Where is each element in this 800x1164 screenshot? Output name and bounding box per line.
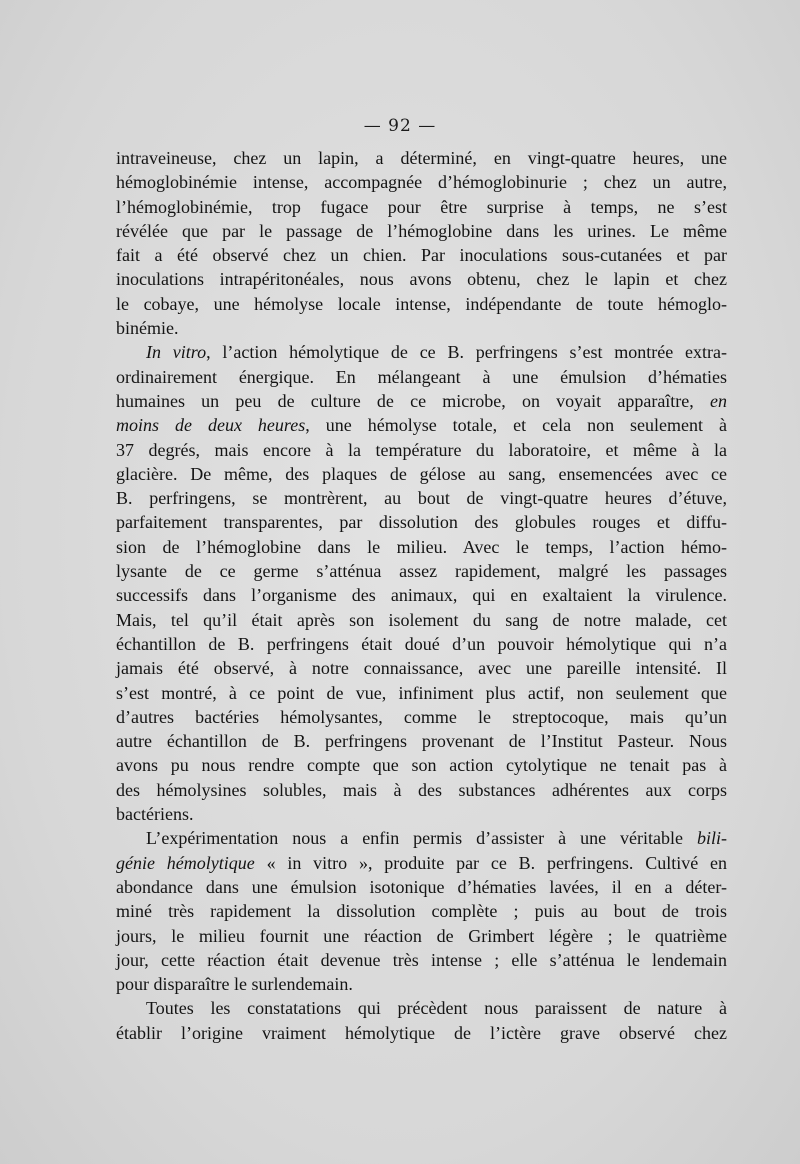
text-line <box>116 1021 727 1045</box>
italic-text: In vitro <box>146 342 207 363</box>
text-line <box>116 753 727 777</box>
body-text <box>116 146 727 1045</box>
text-span: échantillon de B. perfringens était doué d’un pouvoir hémolytique qui n’a <box>116 633 727 654</box>
text-line <box>116 778 727 802</box>
text-span: L’expérimentation nous a enfin permis d’assister à une véritable <box>146 828 697 849</box>
text-span: abondance dans une émulsion isotonique d’hématies lavées, il en a déter- <box>116 876 727 897</box>
text-span: jamais été observé, à notre connaissance, avec une pareille intensité. Il <box>116 658 727 679</box>
text-line <box>116 875 727 899</box>
text-span: lysante de ce germe s’atténua assez rapidement, malgré les passages <box>116 561 727 582</box>
text-span: le cobaye, une hémolyse locale intense, indépendante de toute hémoglo- <box>116 293 727 314</box>
text-span: 37 degrés, mais encore à la température du laboratoire, et même à la <box>116 439 727 460</box>
italic-text: génie hémolytique <box>116 852 255 873</box>
text-span: Mais, tel qu’il était après son isolement du sang de notre malade, cet <box>116 609 727 630</box>
text-line <box>116 243 727 267</box>
text-line <box>116 389 727 413</box>
text-line <box>116 899 727 923</box>
text-span: l’hémoglobinémie, trop fugace pour être surprise à temps, ne s’est <box>116 196 727 217</box>
text-line <box>116 632 727 656</box>
text-span: intraveineuse, chez un lapin, a déterminé, en vingt-quatre heures, une <box>116 148 727 168</box>
text-span: s’est montré, à ce point de vue, infiniment plus actif, non seulement que <box>116 682 727 703</box>
text-line <box>116 365 727 389</box>
text-span: , une hémolyse totale, et cela non seulement à <box>305 415 727 436</box>
text-line <box>116 267 727 291</box>
text-span: établir l’origine vraiment hémolytique de l’ictère grave observé chez <box>116 1022 727 1043</box>
text-span: hémoglobinémie intense, accompagnée d’hémoglobinurie ; chez un autre, <box>116 172 727 193</box>
text-span: jour, cette réaction était devenue très intense ; elle s’atténua le lendemain <box>116 949 727 970</box>
text-line <box>116 705 727 729</box>
text-line <box>116 583 727 607</box>
text-span: successifs dans l’organisme des animaux, qui en exaltaient la virulence. <box>116 585 727 606</box>
page-number: — 92 — <box>363 116 437 136</box>
text-span: humaines un peu de culture de ce microbe, on voyait apparaître, <box>116 390 710 411</box>
text-line <box>116 924 727 948</box>
text-line <box>116 681 727 705</box>
text-span: autre échantillon de B. perfringens provenant de l’Institut Pasteur. Nous <box>116 731 727 752</box>
text-span: avons pu nous rendre compte que son action cytolytique ne tenait pas à <box>116 755 727 776</box>
text-line <box>116 170 727 194</box>
text-span: « in vitro », produite par ce B. perfringens. Cultivé en <box>254 852 728 873</box>
text-line <box>116 826 727 850</box>
text-line <box>116 510 727 534</box>
italic-text: moins de deux heures <box>116 415 306 436</box>
italic-text: en <box>710 390 727 411</box>
text-span: B. perfringens, se montrèrent, au bout de vingt-quatre heures d’étuve, <box>116 488 727 509</box>
text-span: miné très rapidement la dissolution complète ; puis au bout de trois <box>116 901 727 922</box>
text-line <box>116 413 727 437</box>
text-line <box>116 316 727 340</box>
text-line <box>116 972 727 996</box>
text-span: révélée que par le passage de l’hémoglobine dans les urines. Le même <box>116 220 727 241</box>
text-line <box>116 948 727 972</box>
text-span: parfaitement transparentes, par dissolution des globules rouges et diffu- <box>116 512 727 533</box>
text-line <box>116 656 727 680</box>
text-line <box>116 486 727 510</box>
text-span: pour disparaître le surlendemain. <box>116 974 353 995</box>
text-span: bactériens. <box>116 804 194 825</box>
text-line <box>116 535 727 559</box>
text-line <box>116 996 727 1020</box>
text-span: sion de l’hémoglobine dans le milieu. Avec le temps, l’action hémo- <box>116 536 727 557</box>
text-line <box>116 219 727 243</box>
text-line <box>116 462 727 486</box>
text-span: jours, le milieu fournit une réaction de Grimbert légère ; le quatrième <box>116 925 727 946</box>
text-line <box>116 195 727 219</box>
text-span: fait a été observé chez un chien. Par inoculations sous-cutanées et par <box>116 245 727 266</box>
text-span: ordinairement énergique. En mélangeant à une émulsion d’hématies <box>116 366 727 387</box>
text-span: inoculations intrapéritonéales, nous avons obtenu, chez le lapin et chez <box>116 269 727 290</box>
text-line <box>116 146 727 170</box>
text-line <box>116 340 727 364</box>
text-line <box>116 608 727 632</box>
text-line <box>116 851 727 875</box>
italic-text: bili- <box>697 828 727 849</box>
text-span: , l’action hémolytique de ce B. perfringens s’est montrée extra- <box>206 342 727 363</box>
text-line <box>116 292 727 316</box>
text-span: glacière. De même, des plaques de gélose au sang, ensemencées avec ce <box>116 463 727 484</box>
text-span: d’autres bactéries hémolysantes, comme le streptocoque, mais qu’un <box>116 706 727 727</box>
text-line <box>116 802 727 826</box>
text-span: binémie. <box>116 318 179 339</box>
text-line <box>116 729 727 753</box>
text-span: des hémolysines solubles, mais à des substances adhérentes aux corps <box>116 779 727 800</box>
text-line <box>116 438 727 462</box>
text-span: Toutes les constatations qui précèdent nous paraissent de nature à <box>146 998 727 1019</box>
text-line <box>116 559 727 583</box>
